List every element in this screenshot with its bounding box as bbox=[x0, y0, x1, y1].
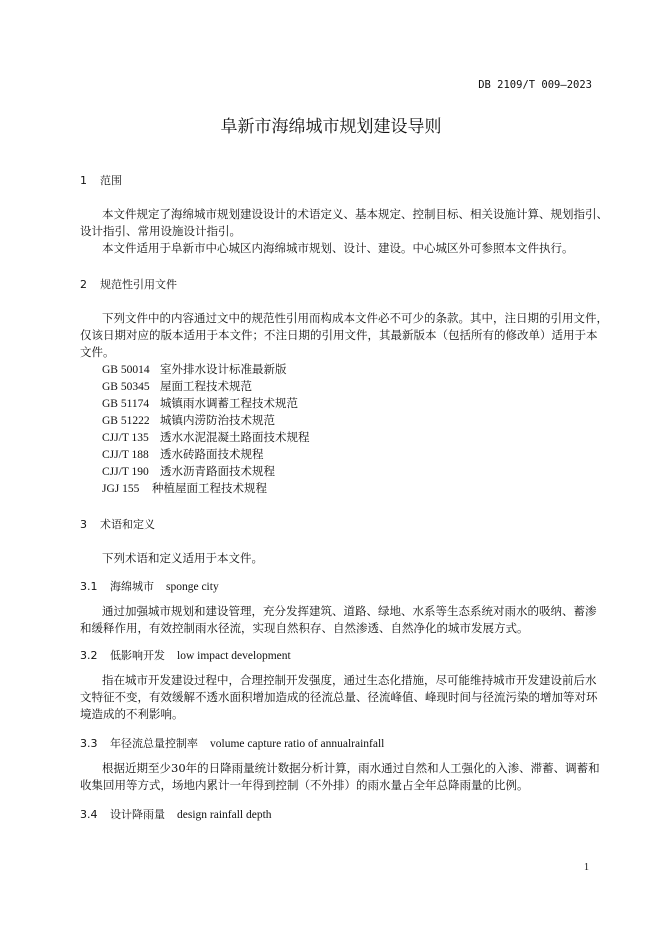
term-number: 3.2 bbox=[80, 649, 98, 662]
paragraph-line: 收集回用等方式，场地内累计一年得到控制（不外排）的雨水量占全年总降雨量的比例。 bbox=[80, 778, 529, 792]
reference-code: CJJ/T 188 bbox=[102, 449, 149, 461]
term-en: low impact development bbox=[177, 650, 291, 662]
section-number: 2 bbox=[80, 278, 87, 291]
section-heading-2 bbox=[80, 276, 177, 292]
paragraph-line: 根据近期至少30年的日降雨量统计数据分析计算，雨水通过自然和人工强化的入渗、滞蓄、调蓄和 bbox=[102, 761, 600, 775]
paragraph-line: 本文件规定了海绵城市规划建设设计的术语定义、基本规定、控制目标、相关设施计算、规划指引、 bbox=[102, 207, 608, 221]
section-number: 3 bbox=[80, 518, 87, 531]
term-zh: 海绵城市 bbox=[110, 580, 154, 593]
term-en: sponge city bbox=[166, 581, 219, 593]
section-heading-1 bbox=[80, 172, 122, 188]
reference-code: GB 50345 bbox=[102, 381, 150, 393]
reference-code: GB 51222 bbox=[102, 415, 150, 427]
term-number: 3.4 bbox=[80, 808, 98, 821]
reference-item bbox=[102, 480, 267, 496]
reference-item bbox=[102, 412, 275, 428]
section-title: 术语和定义 bbox=[100, 518, 155, 531]
paragraph-line: 仅该日期对应的版本适用于本文件；不注日期的引用文件，其最新版本（包括所有的修改单）适用于本 bbox=[80, 328, 598, 342]
reference-item bbox=[102, 429, 310, 445]
reference-item bbox=[102, 395, 298, 411]
term-number: 3.3 bbox=[80, 737, 98, 750]
reference-code: GB 51174 bbox=[102, 398, 150, 410]
reference-item bbox=[102, 446, 264, 462]
term-zh: 年径流总量控制率 bbox=[110, 737, 198, 750]
reference-code: JGJ 155 bbox=[102, 483, 140, 495]
reference-item bbox=[102, 378, 252, 394]
paragraph-line: 下列术语和定义适用于本文件。 bbox=[102, 551, 263, 565]
reference-name: 屋面工程技术规范 bbox=[160, 379, 252, 393]
reference-code: CJJ/T 190 bbox=[102, 466, 149, 478]
document-number: DB 2109/T 009—2023 bbox=[478, 79, 592, 91]
paragraph-line: 文特征不变，有效缓解不透水面积增加造成的径流总量、径流峰值、峰现时间与径流污染的增加等对环 bbox=[80, 690, 598, 704]
term-zh: 低影响开发 bbox=[110, 649, 165, 662]
term-heading bbox=[80, 578, 219, 594]
section-title: 规范性引用文件 bbox=[100, 278, 177, 291]
page-number: 1 bbox=[584, 862, 589, 873]
term-zh: 设计降雨量 bbox=[110, 808, 165, 821]
paragraph-line: 通过加强城市规划和建设管理，充分发挥建筑、道路、绿地、水系等生态系统对雨水的吸纳、蓄渗 bbox=[102, 604, 597, 618]
term-heading bbox=[80, 806, 272, 822]
reference-name: 室外排水设计标准最新版 bbox=[160, 362, 287, 376]
reference-code: GB 50014 bbox=[102, 364, 150, 376]
term-heading bbox=[80, 735, 384, 751]
reference-code: CJJ/T 135 bbox=[102, 432, 149, 444]
term-en: volume capture ratio of annualrainfall bbox=[210, 738, 385, 750]
term-en: design rainfall depth bbox=[177, 809, 272, 821]
section-number: 1 bbox=[80, 174, 87, 187]
paragraph-line: 指在城市开发建设过程中，合理控制开发强度，通过生态化措施，尽可能维持城市开发建设前后水 bbox=[102, 673, 597, 687]
reference-name: 城镇雨水调蓄工程技术规范 bbox=[160, 396, 298, 410]
paragraph-line: 和缓释作用，有效控制雨水径流，实现自然积存、自然渗透、自然净化的城市发展方式。 bbox=[80, 621, 529, 635]
paragraph-line: 本文件适用于阜新市中心城区内海绵城市规划、设计、建设。中心城区外可参照本文件执行。 bbox=[102, 241, 574, 255]
reference-name: 透水水泥混凝土路面技术规程 bbox=[160, 430, 310, 444]
term-heading bbox=[80, 647, 291, 663]
section-heading-3 bbox=[80, 516, 155, 532]
reference-name: 透水沥青路面技术规程 bbox=[160, 464, 275, 478]
page-title: 阜新市海绵城市规划建设导则 bbox=[220, 117, 442, 137]
reference-name: 透水砖路面技术规程 bbox=[160, 447, 264, 461]
paragraph-line: 下列文件中的内容通过文中的规范性引用而构成本文件必不可少的条款。其中，注日期的引用文件， bbox=[102, 311, 608, 325]
reference-name: 城镇内涝防治技术规范 bbox=[160, 413, 275, 427]
term-number: 3.1 bbox=[80, 580, 98, 593]
paragraph-line: 设计指引、常用设施设计指引。 bbox=[80, 224, 241, 238]
section-title: 范围 bbox=[100, 174, 122, 187]
reference-name: 种植屋面工程技术规程 bbox=[152, 481, 267, 495]
paragraph-line: 境造成的不利影响。 bbox=[80, 707, 184, 721]
reference-item bbox=[102, 463, 275, 479]
paragraph-line: 文件。 bbox=[80, 345, 115, 359]
reference-item bbox=[102, 361, 287, 377]
